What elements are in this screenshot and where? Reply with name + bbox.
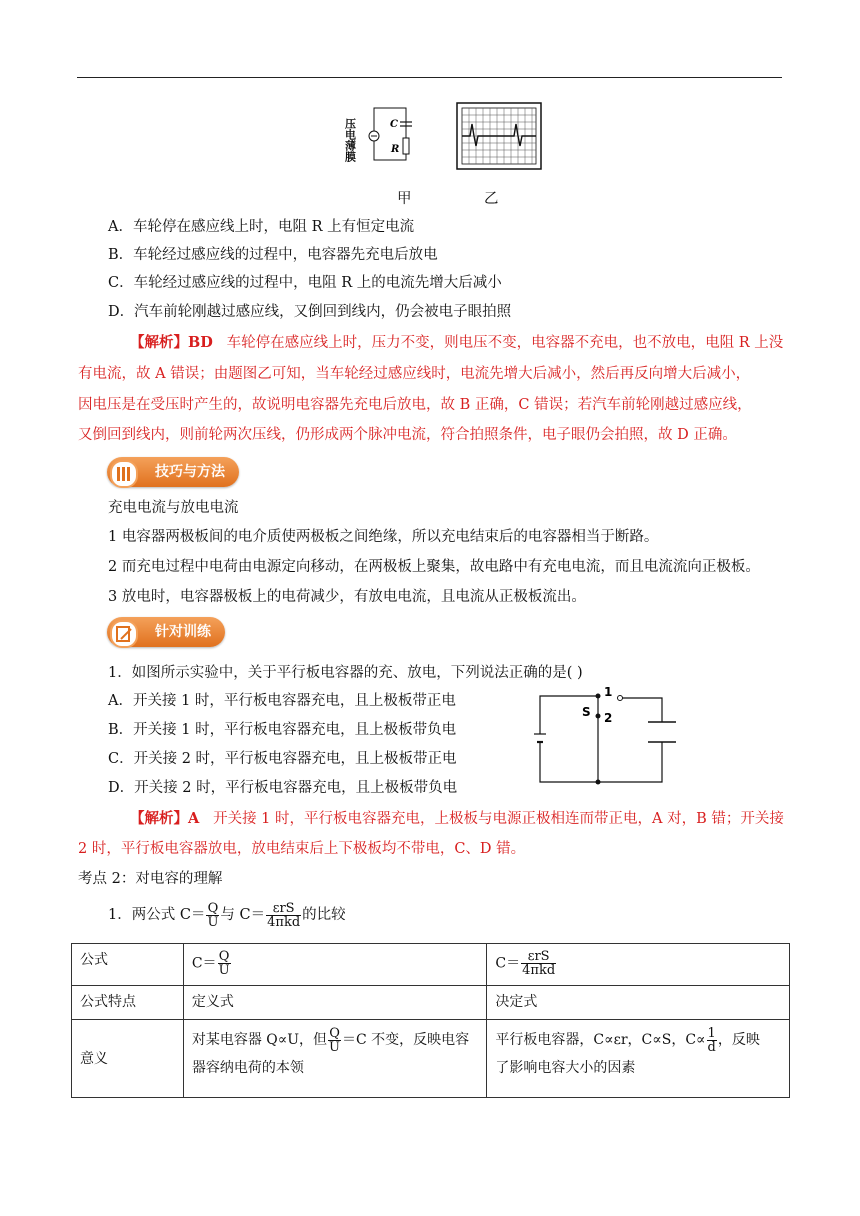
analysis-1-line-0 [130, 333, 783, 353]
meaning-def-c: 器容纳电荷的本领 [191, 1060, 304, 1076]
figure-circuit-jia [343, 100, 418, 172]
option-b: B．车轮经过感应线的过程中，电容器先充电后放电 [108, 247, 438, 263]
pencil-note-icon [110, 620, 138, 648]
table-cell: 定义式 [183, 986, 487, 1020]
tips-title: 充电电流与放电电流 [108, 500, 239, 516]
badge-tips-methods [107, 457, 239, 487]
compare-lead-mid: 与 C＝ [220, 907, 266, 923]
analysis-2-line-0 [130, 809, 784, 829]
compare-lead-prefix: 1．两公式 C＝ [108, 907, 206, 923]
compare-lead-suffix: 的比较 [302, 907, 346, 923]
badge-practice-label: 针对训练 [155, 624, 211, 640]
table-cell [487, 944, 790, 986]
fraction-epsilon [266, 902, 301, 929]
table-cell: 公式特点 [72, 986, 184, 1020]
frac-den: d [707, 1039, 716, 1055]
switch-label-2: 2 [604, 711, 613, 725]
option-a: A．车轮停在感应线上时，电阻 R 上有恒定电流 [108, 219, 415, 235]
header-rule [77, 77, 782, 78]
formula-det-prefix: C＝ [495, 955, 521, 972]
frac-num: Q [218, 949, 230, 964]
frac-num: Q [329, 1025, 340, 1041]
fraction-q-u [328, 1027, 341, 1054]
meaning-def-a: 对某电容器 Q∝U，但 [191, 1032, 328, 1048]
section-heading: 考点 2：对电容的理解 [78, 871, 223, 887]
compare-lead [108, 901, 346, 929]
meaning-def-b: ＝C 不变，反映电容 [342, 1032, 470, 1048]
analysis-2-line-1: 2 时，平行板电容器放电，放电结束后上下极板均不带电，C、D 错。 [78, 841, 526, 857]
formula-def-prefix: C＝ [191, 955, 217, 972]
capacitor-c-label: C [390, 119, 398, 130]
table-cell [183, 1020, 487, 1098]
table-row [72, 944, 790, 986]
books-icon [110, 460, 138, 488]
table-cell: 公式 [72, 944, 184, 986]
badge-tips-label: 技巧与方法 [155, 464, 225, 480]
resistor-r-label: R [391, 144, 400, 155]
frac-den: U [218, 963, 230, 978]
table-cell: 决定式 [487, 986, 790, 1020]
figure-oscilloscope-yi [456, 102, 542, 170]
table-cell [183, 944, 487, 986]
caption-yi: 乙 [484, 191, 499, 207]
q1-option-d: D．开关接 2 时，平行板电容器充电，且上极板带负电 [108, 780, 458, 796]
meaning-det-a: 平行板电容器，C∝εr，C∝S，C∝ [495, 1032, 706, 1048]
piezo-label: 压电薄膜 [343, 118, 357, 162]
analysis-1-line-2: 因电压是在受压时产生的，故说明电容器先充电后放电，故 B 正确，C 错误；若汽车前轮刚越过感应线， [78, 397, 752, 413]
meaning-det-b: ，反映 [717, 1032, 760, 1048]
fraction-q-u [206, 902, 219, 929]
q1-option-c: C．开关接 2 时，平行板电容器充电，且上极板带正电 [108, 751, 457, 767]
analysis-2-text-0: 开关接 1 时，平行板电容器充电，上极板与电源正极相连而带正电，A 对，B 错；开关接 [213, 811, 784, 827]
q1-stem: 1．如图所示实验中，关于平行板电容器的充、放电，下列说法正确的是( ) [108, 665, 583, 681]
analysis-1-line-3: 又倒回到线内，则前轮两次压线，仍形成两个脉冲电流，符合拍照条件，电子眼仍会拍照，故 D 正确。 [78, 427, 737, 443]
table-row [72, 1020, 790, 1098]
frac-num: 1 [707, 1025, 716, 1041]
q1-option-a: A．开关接 1 时，平行板电容器充电，且上极板带正电 [108, 693, 456, 709]
frac-num: Q [207, 900, 219, 916]
frac-num: εrS [521, 950, 556, 964]
frac-den: U [207, 914, 219, 930]
frac-den: 4πkd [267, 914, 301, 930]
badge-practice [107, 617, 225, 647]
frac-num: εrS [266, 902, 301, 916]
table-cell [487, 1020, 790, 1098]
fraction-q-u [218, 950, 231, 977]
comparison-table [71, 943, 790, 1098]
table-row [72, 986, 790, 1020]
analysis-1-text-0: 车轮停在感应线上时，压力不变，则电压不变，电容器不充电，也不放电，电阻 R 上没 [226, 335, 784, 351]
tips-line-2: 2 而充电过程中电荷由电源定向移动，在两极板上聚集，故电路中有充电电流，而且电流流向正极板。 [108, 559, 760, 575]
figure-switch-circuit [530, 686, 700, 786]
switch-label-1: 1 [604, 685, 613, 699]
analysis-1-tag: 【解析】BD [130, 334, 213, 351]
frac-den: 4πkd [522, 963, 556, 978]
analysis-1-line-1: 有电流，故 A 错误；由题图乙可知，当车轮经过感应线时，电流先增大后减小，然后再反向增大后减小， [78, 366, 751, 382]
option-c: C．车轮经过感应线的过程中，电阻 R 上的电流先增大后减小 [108, 275, 502, 291]
fraction-epsilon [521, 950, 556, 977]
meaning-det-c: 了影响电容大小的因素 [495, 1060, 636, 1076]
switch-label-s: S [582, 705, 591, 719]
fraction-one-d [707, 1027, 717, 1054]
option-d: D．汽车前轮刚越过感应线，又倒回到线内，仍会被电子眼拍照 [108, 304, 512, 320]
q1-option-b: B．开关接 1 时，平行板电容器充电，且上极板带负电 [108, 722, 457, 738]
caption-jia: 甲 [397, 191, 412, 207]
tips-line-3: 3 放电时，电容器极板上的电荷减少，有放电电流，且电流从正极板流出。 [108, 589, 586, 605]
frac-den: U [329, 1039, 341, 1055]
tips-line-1: 1 电容器两极板间的电介质使两极板之间绝缘，所以充电结束后的电容器相当于断路。 [108, 529, 659, 545]
table-cell: 意义 [72, 1020, 184, 1098]
analysis-2-tag: 【解析】A [130, 810, 200, 827]
